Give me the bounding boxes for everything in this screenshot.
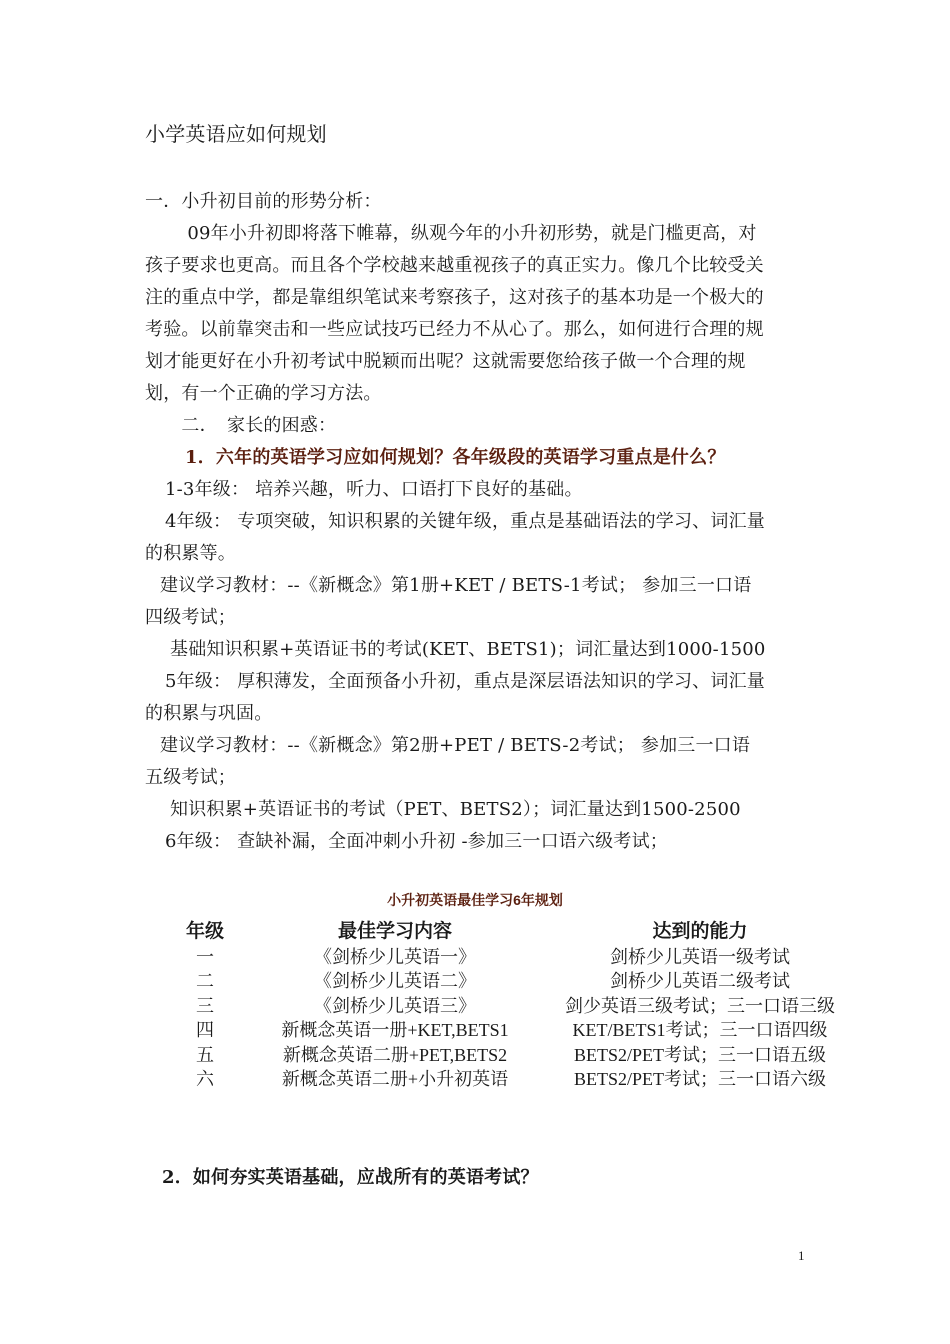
paragraph-line: 孩子要求也更高。而且各个学校越来越重视孩子的真正实力。像几个比较受关 xyxy=(145,255,764,276)
cell-grade: 四 xyxy=(196,1020,214,1040)
header-grade: 年级 xyxy=(185,921,224,942)
grade-line: 知识积累+英语证书的考试（PET、BETS2）；词汇量达到1500-2500 xyxy=(170,799,741,820)
grade-line: 6年级： 查缺补漏，全面冲刺小升初 -参加三一口语六级考试； xyxy=(165,831,668,852)
cell-content: 《剑桥少儿英语二》 xyxy=(314,971,476,991)
cell-grade: 二 xyxy=(196,971,214,991)
cell-ability: 剑桥少儿英语二级考试 xyxy=(610,971,790,991)
header-ability: 达到的能力 xyxy=(652,921,748,942)
grade-line: 基础知识积累+英语证书的考试(KET、BETS1)；词汇量达到1000-1500 xyxy=(170,639,766,660)
question-2-heading: 2．如何夯实英语基础，应战所有的英语考试？ xyxy=(162,1167,539,1188)
grade-line: 1-3年级： 培养兴趣，听力、口语打下良好的基础。 xyxy=(165,479,583,500)
grade-line: 的积累与巩固。 xyxy=(145,703,273,724)
grade-line: 四级考试； xyxy=(145,607,236,628)
section2-heading: 二． 家长的困惑： xyxy=(145,415,337,436)
table-row xyxy=(160,945,860,970)
grade-line: 5年级： 厚积薄发，全面预备小升初，重点是深层语法知识的学习、词汇量 xyxy=(165,671,765,692)
paragraph-line: 考验。以前靠突击和一些应试技巧已经力不从心了。那么，如何进行合理的规 xyxy=(145,319,764,340)
page-title: 小学英语应如何规划 xyxy=(145,122,327,146)
paragraph-line: 09年小升初即将落下帷幕，纵观今年的小升初形势，就是门槛更高，对 xyxy=(145,223,757,244)
cell-ability: KET/BETS1考试；三一口语四级 xyxy=(572,1020,828,1040)
table-row xyxy=(160,1067,860,1092)
table-header-row xyxy=(160,920,860,945)
table-row xyxy=(160,994,860,1019)
cell-content: 新概念英语一册+KET,BETS1 xyxy=(281,1020,509,1040)
cell-grade: 一 xyxy=(196,946,214,967)
cell-grade: 五 xyxy=(196,1044,214,1065)
cell-ability: 剑少英语三级考试；三一口语三级 xyxy=(565,995,835,1016)
cell-grade: 三 xyxy=(196,995,214,1016)
cell-content: 《剑桥少儿英语一》 xyxy=(314,946,476,967)
section1-heading: 一．小升初目前的形势分析： xyxy=(145,191,382,212)
table-title: 小升初英语最佳学习6年规划 xyxy=(387,892,563,908)
header-content: 最佳学习内容 xyxy=(337,921,452,942)
table-row xyxy=(160,1043,860,1068)
table-row xyxy=(160,1018,860,1043)
cell-ability: BETS2/PET考试；三一口语五级 xyxy=(573,1044,826,1065)
cell-content: 新概念英语二册+PET,BETS2 xyxy=(282,1044,508,1065)
cell-ability: 剑桥少儿英语一级考试 xyxy=(610,946,790,967)
paragraph-line: 划才能更好在小升初考试中脱颖而出呢？这就需要您给孩子做一个合理的规 xyxy=(145,351,746,372)
grade-line: 4年级： 专项突破，知识积累的关键年级，重点是基础语法的学习、词汇量 xyxy=(165,511,765,532)
grade-line: 建议学习教材：--《新概念》第1册+KET / BETS-1考试； 参加三一口语 xyxy=(160,575,752,596)
paragraph-line: 注的重点中学，都是靠组织笔试来考察孩子，这对孩子的基本功是一个极大的 xyxy=(145,287,764,308)
page-number: 1 xyxy=(798,1248,805,1263)
cell-content: 《剑桥少儿英语三》 xyxy=(314,995,476,1016)
study-plan-table xyxy=(160,920,860,1092)
grade-line: 五级考试； xyxy=(145,767,236,788)
paragraph-line: 划，有一个正确的学习方法。 xyxy=(145,383,382,404)
grade-line: 的积累等。 xyxy=(145,543,236,564)
question-1-heading: 1．六年的英语学习应如何规划？各年级段的英语学习重点是什么？ xyxy=(185,447,726,468)
cell-grade: 六 xyxy=(196,1069,214,1089)
cell-content: 新概念英语二册+小升初英语 xyxy=(281,1069,509,1089)
grade-line: 建议学习教材：--《新概念》第2册+PET / BETS-2考试； 参加三一口语 xyxy=(160,735,751,756)
cell-ability: BETS2/PET考试；三一口语六级 xyxy=(573,1069,826,1089)
table-row xyxy=(160,969,860,994)
